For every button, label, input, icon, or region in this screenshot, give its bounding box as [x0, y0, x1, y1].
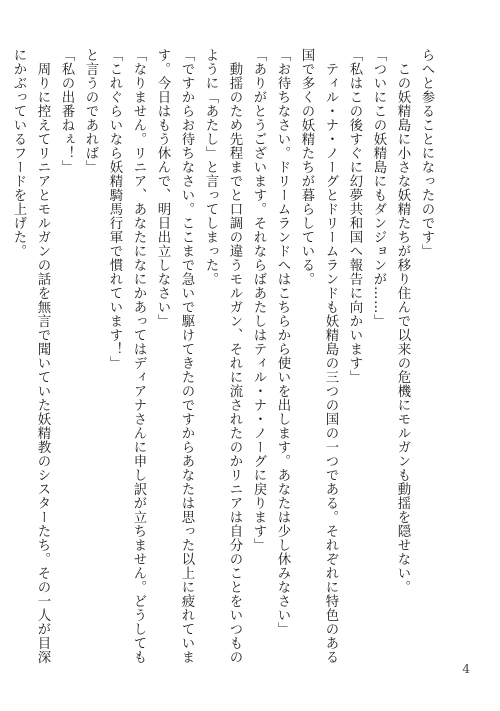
text-line: この妖精島に小さな妖精たちが移り住んで以来の危機にモルガンも動揺を隠せない。: [395, 48, 410, 594]
vertical-text-block: [11, 48, 438, 664]
text-line: 「私の出番ねぇ！」: [59, 48, 74, 174]
text-line: 「ありがとうございます。それならばあたしはティル・ナ・ノーグに戻ります」: [251, 48, 266, 552]
text-line: 「ですからお待ちなさい。ここまで急いで駆けてきたのですからあなたは思った以上に疲れていま: [179, 48, 194, 664]
page-number: 4: [462, 662, 470, 676]
text-line: 動揺のため先程までと口調の違うモルガン、それに流されたのかリニアは自分のことをいつもの: [227, 48, 242, 664]
text-line: ように「あたし」と言ってしまった。: [203, 48, 218, 286]
text-line: 国で多くの妖精たちが暮らしている。: [299, 48, 314, 286]
text-line: と言うのであれば」: [83, 48, 98, 174]
text-line: 周りに控えてリニアとモルガンの話を無言で聞いていた妖精教のシスターたち。その一人が目深: [35, 48, 50, 664]
text-line: 「これぐらいなら妖精騎馬行軍で慣れています！」: [107, 48, 122, 370]
text-line: 「ついにこの妖精島にもダンジョンが……」: [371, 48, 386, 328]
text-line: 「私はこの後すぐに幻夢共和国へ報告に向かいます」: [347, 48, 362, 384]
text-line: す。今日はもう休んで、明日出立しなさい」: [155, 48, 170, 328]
text-line: らへと参ることになったのです」: [419, 48, 434, 258]
text-line: 「なりません。リニア、あなたになにかあってはディアナさんに申し訳が立ちません。どうしても: [131, 48, 146, 664]
text-line: ティル・ナ・ノーグとドリームランドも妖精島の三つの国の一つである。それぞれに特色のある: [323, 48, 338, 664]
text-line: 「お待ちなさい。ドリームランドへはこちらから使いを出します。あなたは少し休みなさい」: [275, 48, 290, 636]
text-line: にかぶっているフードを上げた。: [11, 48, 26, 258]
